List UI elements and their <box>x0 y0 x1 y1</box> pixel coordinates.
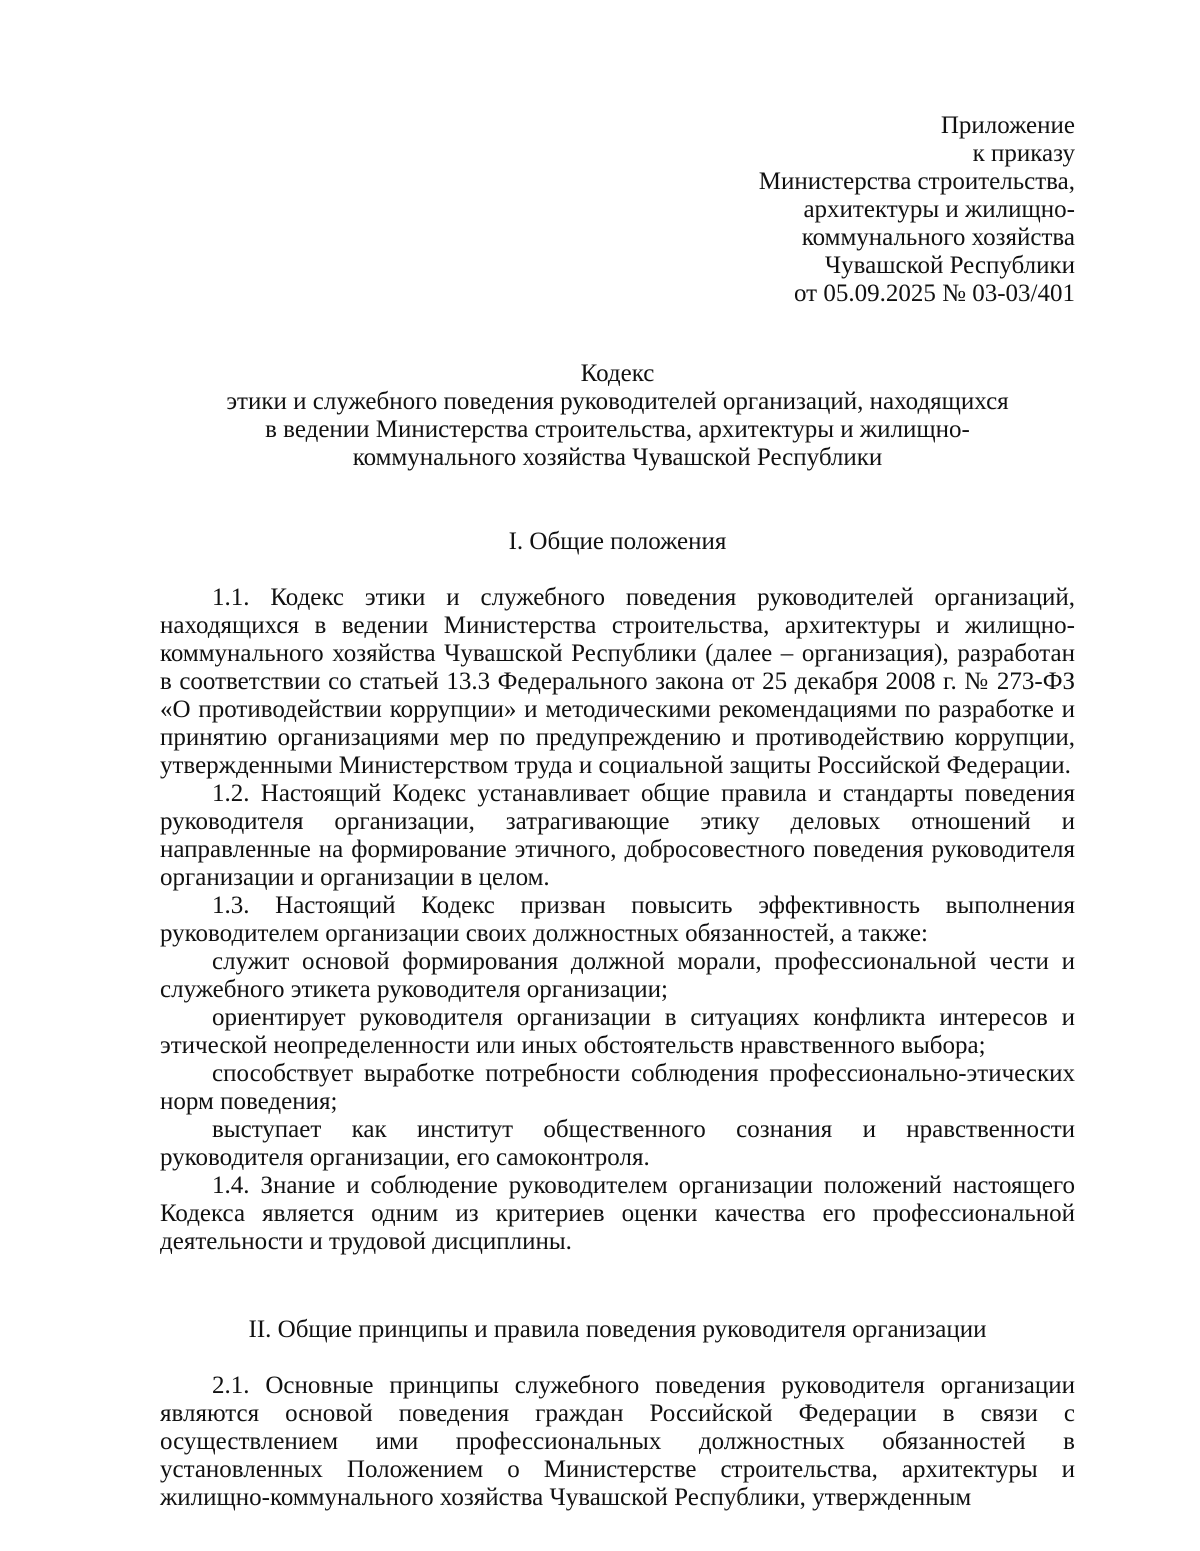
paragraph: ориентирует руководителя организации в ситуациях конфликта интересов и этической неопределенности или иных обстоятельств нравственного выбора; <box>160 1004 1075 1059</box>
paragraph: служит основой формирования должной морали, профессиональной чести и служебного этикета руководителя организации; <box>160 948 1075 1003</box>
paragraph: 1.4. Знание и соблюдение руководителем организации положений настоящего Кодекса является одним из критериев оценки качества его профессиональной деятельности и трудовой дисциплины. <box>160 1172 1075 1255</box>
paragraph: 1.2. Настоящий Кодекс устанавливает общие правила и стандарты поведения руководителя организации, затрагивающие этику деловых отношений и направленные на формирование этичного, добросовестного поведения руководителя организации и организации в целом. <box>160 780 1075 891</box>
paragraph: 1.1. Кодекс этики и служебного поведения руководителей организаций, находящихся в ведении Министерства строительства, архитектуры и жилищно-коммунального хозяйства Чувашской Республики (далее – организация), разработан в соответствии со статьей 13.3 Федерального закона от 25 декабря 2008 г. № 273-ФЗ «О противодействии коррупции» и методическими рекомендациями по разработке и принятию организациями мер по предупреждению и противодействию коррупции, утвержденными Министерством труда и социальной защиты Российской Федерации. <box>160 584 1075 779</box>
paragraph: 1.3. Настоящий Кодекс призван повысить эффективность выполнения руководителем организации своих должностных обязанностей, а также: <box>160 892 1075 947</box>
appendix-line: Министерства строительства, <box>758 168 1075 195</box>
appendix-line: коммунального хозяйства <box>801 224 1075 251</box>
title-line: этики и служебного поведения руководителей организаций, находящихся <box>226 388 1009 415</box>
section-1-heading: I. Общие положения <box>508 528 727 555</box>
paragraph: выступает как институт общественного сознания и нравственности руководителя организации, его самоконтроля. <box>160 1116 1075 1171</box>
title-line: коммунального хозяйства Чувашской Республики <box>352 444 883 471</box>
appendix-line: Чувашской Республики <box>824 252 1075 279</box>
appendix-header <box>700 112 1075 308</box>
appendix-line: Приложение <box>940 112 1075 139</box>
appendix-line: от 05.09.2025 № 03-03/401 <box>794 280 1075 307</box>
title-line: в ведении Министерства строительства, архитектуры и жилищно- <box>265 416 970 443</box>
section-1-body <box>160 584 1075 1256</box>
section-2-heading: II. Общие принципы и правила поведения руководителя организации <box>248 1316 987 1343</box>
title-line: Кодекс <box>580 360 655 387</box>
appendix-line: архитектуры и жилищно- <box>803 196 1075 223</box>
paragraph: способствует выработке потребности соблюдения профессионально-этических норм поведения; <box>160 1060 1075 1115</box>
paragraph: 2.1. Основные принципы служебного поведения руководителя организации являются основой поведения граждан Российской Федерации в связи с осуществлением ими профессиональных должностных обязанностей в установленных Положением о Министерстве строительства, архитектуры и жилищно-коммунального хозяйства Чувашской Республики, утвержденным <box>160 1372 1075 1511</box>
document-title <box>160 360 1075 472</box>
appendix-line: к приказу <box>972 140 1075 167</box>
section-2-body <box>160 1372 1075 1512</box>
